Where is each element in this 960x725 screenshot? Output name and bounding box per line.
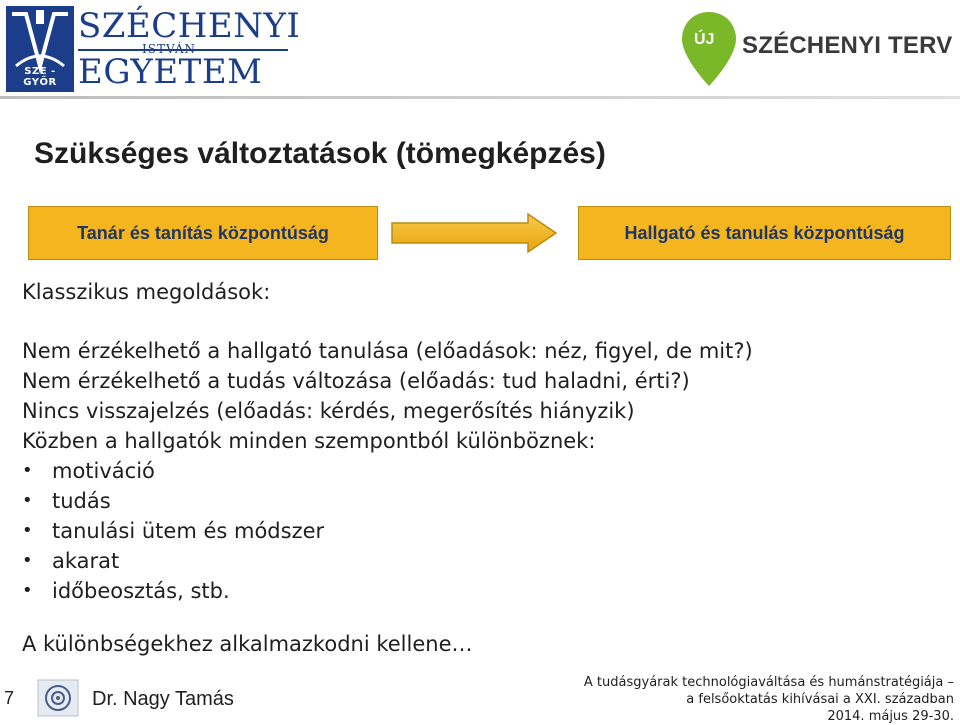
subheading: Klasszikus megoldások: xyxy=(22,280,271,304)
from-box-label: Tanár és tanítás központúság xyxy=(77,222,329,243)
university-logo xyxy=(6,6,306,92)
bullet-text: tudás xyxy=(52,489,111,513)
from-box xyxy=(28,206,378,260)
author-name: Dr. Nagy Tamás xyxy=(92,688,234,710)
university-emblem-icon xyxy=(6,6,74,92)
conference-info xyxy=(584,674,954,725)
to-box xyxy=(578,206,951,260)
page-number: 7 xyxy=(4,688,15,708)
bullet-item xyxy=(22,456,753,486)
conference-line2: a felsőoktatás kihívásai a XXI. században xyxy=(686,692,954,707)
bullet-marker: • xyxy=(22,550,33,571)
header-divider xyxy=(0,96,960,99)
content-lines xyxy=(22,336,753,606)
bullet-item xyxy=(22,486,753,516)
slide-title: Szükséges változtatások (tömegképzés) xyxy=(34,137,606,170)
bullet-text: akarat xyxy=(52,549,120,573)
bullet-marker: • xyxy=(22,580,33,601)
program-logo-name: SZÉCHENYI TERV xyxy=(742,32,953,59)
bullet-marker: • xyxy=(22,490,33,511)
bullet-text: tanulási ütem és módszer xyxy=(52,519,325,543)
content-line: Nem érzékelhető a tudás változása (előadás: tud haladni, érti?) xyxy=(22,369,690,393)
closing-line: A különbségekhez alkalmazkodni kellene… xyxy=(22,632,473,656)
content-line: Nem érzékelhető a hallgató tanulása (előadások: néz, figyel, de mit?) xyxy=(22,339,753,363)
to-box-label: Hallgató és tanulás központúság xyxy=(624,222,905,243)
bullet-text: időbeosztás, stb. xyxy=(52,579,230,603)
bullet-marker: • xyxy=(22,520,33,541)
right-arrow-icon xyxy=(390,212,560,254)
program-logo-badge: ÚJ xyxy=(694,31,715,48)
university-logo-line1: SZÉCHENYI xyxy=(78,6,301,46)
university-logo-caption: SZE - GYŐR xyxy=(23,66,57,88)
bullet-item xyxy=(22,576,753,606)
bullet-item xyxy=(22,516,753,546)
conference-line1: A tudásgyárak technológiaváltása és humánstratégiája – xyxy=(583,675,954,690)
author-emblem-icon xyxy=(36,676,80,720)
conference-date: 2014. május 29-30. xyxy=(827,709,954,724)
bullet-text: motiváció xyxy=(52,459,155,483)
bullet-marker: • xyxy=(22,460,33,481)
content-line: Közben a hallgatók minden szempontból különböznek: xyxy=(22,429,596,453)
map-pin-icon xyxy=(680,10,738,90)
program-logo xyxy=(680,10,960,90)
content-line: Nincs visszajelzés (előadás: kérdés, megerősítés hiányzik) xyxy=(22,399,635,423)
university-logo-line2: ISTVÁN xyxy=(142,42,196,56)
university-logo-line3: EGYETEM xyxy=(78,52,263,92)
bullet-item xyxy=(22,546,753,576)
